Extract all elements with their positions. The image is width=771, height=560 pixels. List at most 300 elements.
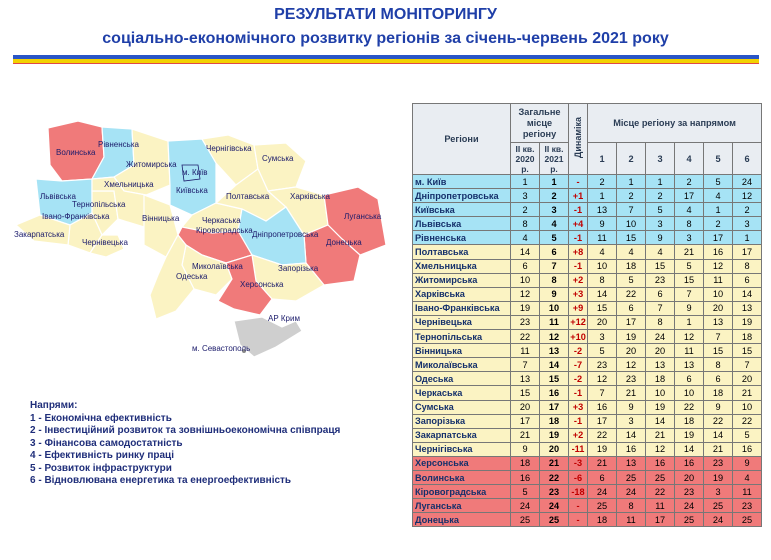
cell-direction-1: 5	[588, 344, 617, 358]
cell-direction-2: 25	[617, 470, 646, 484]
cell-direction-5: 7	[704, 330, 733, 344]
cell-region: Київська	[413, 203, 511, 217]
cell-dynamics: -	[569, 499, 588, 513]
ukraine-regions-map	[6, 95, 408, 365]
label-kharkivska: Харківська	[290, 192, 330, 201]
cell-direction-3: 11	[646, 499, 675, 513]
page-title: РЕЗУЛЬТАТИ МОНІТОРИНГУ	[274, 6, 497, 23]
page-subtitle: соціально-економічного розвитку регіонів за січень-червень 2021 року	[102, 30, 669, 47]
legend-item: 6 - Відновлювана енергетика та енергоефективність	[30, 475, 292, 486]
cell-dynamics: -3	[569, 456, 588, 470]
cell-direction-2: 12	[617, 358, 646, 372]
cell-dynamics: +8	[569, 245, 588, 259]
cell-q2-2020: 24	[511, 499, 540, 513]
cell-q2-2020: 23	[511, 315, 540, 329]
cell-direction-1: 10	[588, 259, 617, 273]
cell-q2-2020: 7	[511, 358, 540, 372]
cell-dynamics: +2	[569, 273, 588, 287]
cell-direction-3: 8	[646, 315, 675, 329]
cell-region: Донецька	[413, 513, 511, 527]
cell-direction-3: 13	[646, 358, 675, 372]
cell-q2-2020: 2	[511, 203, 540, 217]
cell-direction-3: 3	[646, 217, 675, 231]
cell-direction-1: 16	[588, 400, 617, 414]
cell-direction-1: 4	[588, 245, 617, 259]
cell-direction-1: 15	[588, 301, 617, 315]
cell-direction-4: 16	[675, 456, 704, 470]
cell-q2-2020: 6	[511, 259, 540, 273]
cell-region: Тернопільська	[413, 330, 511, 344]
cell-direction-5: 2	[704, 217, 733, 231]
cell-q2-2020: 22	[511, 330, 540, 344]
cell-direction-5: 1	[704, 203, 733, 217]
cell-q2-2021: 23	[540, 485, 569, 499]
cell-direction-1: 6	[588, 470, 617, 484]
cell-q2-2021: 15	[540, 372, 569, 386]
cell-q2-2021: 16	[540, 386, 569, 400]
legend-item: 1 - Економічна ефективність	[30, 412, 172, 424]
cell-q2-2021: 21	[540, 456, 569, 470]
header-dir-2: 2	[617, 143, 646, 175]
cell-direction-4: 7	[675, 287, 704, 301]
label-ternopilska: Тернопільська	[72, 200, 126, 209]
label-zakarpatska: Закарпатська	[14, 230, 65, 239]
cell-direction-6: 14	[733, 287, 762, 301]
cell-direction-1: 22	[588, 428, 617, 442]
cell-q2-2021: 12	[540, 330, 569, 344]
cell-direction-4: 10	[675, 386, 704, 400]
label-chernivetska: Чернівецька	[82, 238, 128, 247]
cell-dynamics: -7	[569, 358, 588, 372]
cell-direction-5: 23	[704, 456, 733, 470]
cell-q2-2020: 9	[511, 442, 540, 456]
cell-direction-1: 12	[588, 372, 617, 386]
cell-direction-6: 20	[733, 372, 762, 386]
header-dir-6: 6	[733, 143, 762, 175]
legend-item: 4 - Ефективність ринку праці	[30, 450, 174, 461]
cell-direction-2: 8	[617, 499, 646, 513]
cell-direction-1: 2	[588, 175, 617, 189]
cell-q2-2020: 8	[511, 217, 540, 231]
cell-direction-4: 22	[675, 400, 704, 414]
cell-direction-2: 24	[617, 485, 646, 499]
table-row	[413, 513, 762, 527]
cell-direction-6: 15	[733, 344, 762, 358]
table-row	[413, 414, 762, 428]
cell-direction-6: 16	[733, 442, 762, 456]
cell-direction-2: 7	[617, 203, 646, 217]
cell-direction-3: 19	[646, 400, 675, 414]
cell-direction-3: 21	[646, 428, 675, 442]
cell-direction-3: 9	[646, 231, 675, 245]
cell-direction-3: 17	[646, 513, 675, 527]
cell-region: Черкаська	[413, 386, 511, 400]
cell-direction-6: 6	[733, 273, 762, 287]
cell-region: Миколаївська	[413, 358, 511, 372]
cell-direction-2: 23	[617, 372, 646, 386]
cell-dynamics: +12	[569, 315, 588, 329]
label-poltavska: Полтавська	[226, 192, 270, 201]
label-sevastopol: м. Севастополь	[192, 344, 251, 353]
cell-direction-5: 3	[704, 485, 733, 499]
cell-direction-1: 21	[588, 456, 617, 470]
cell-direction-5: 18	[704, 386, 733, 400]
cell-direction-3: 7	[646, 301, 675, 315]
table-row	[413, 470, 762, 484]
cell-direction-5: 21	[704, 442, 733, 456]
table-row	[413, 400, 762, 414]
cell-dynamics: -2	[569, 372, 588, 386]
legend-item: 5 - Розвиток інфраструктури	[30, 462, 172, 474]
cell-q2-2021: 6	[540, 245, 569, 259]
cell-direction-1: 9	[588, 217, 617, 231]
table-row	[413, 175, 762, 189]
cell-region: Чернівецька	[413, 315, 511, 329]
cell-q2-2021: 18	[540, 414, 569, 428]
cell-direction-2: 14	[617, 428, 646, 442]
cell-dynamics: +3	[569, 400, 588, 414]
label-luhanska: Луганська	[344, 212, 382, 221]
cell-direction-2: 6	[617, 301, 646, 315]
cell-q2-2021: 14	[540, 358, 569, 372]
cell-direction-2: 13	[617, 456, 646, 470]
cell-direction-6: 25	[733, 513, 762, 527]
table-row	[413, 428, 762, 442]
cell-direction-4: 6	[675, 372, 704, 386]
cell-q2-2020: 19	[511, 301, 540, 315]
cell-direction-2: 17	[617, 315, 646, 329]
cell-direction-3: 1	[646, 175, 675, 189]
label-kirovohradska: Кіровоградська	[196, 226, 253, 235]
cell-direction-4: 4	[675, 203, 704, 217]
cell-direction-4: 20	[675, 470, 704, 484]
cell-direction-6: 22	[733, 414, 762, 428]
cell-direction-4: 5	[675, 259, 704, 273]
table-row	[413, 203, 762, 217]
cell-direction-1: 23	[588, 358, 617, 372]
cell-direction-6: 11	[733, 485, 762, 499]
cell-dynamics: -6	[569, 470, 588, 484]
cell-direction-4: 14	[675, 442, 704, 456]
cell-direction-5: 4	[704, 189, 733, 203]
cell-q2-2020: 1	[511, 175, 540, 189]
cell-dynamics: +1	[569, 189, 588, 203]
header-dir-1: 1	[588, 143, 617, 175]
cell-q2-2021: 17	[540, 400, 569, 414]
cell-q2-2020: 16	[511, 470, 540, 484]
cell-direction-1: 13	[588, 203, 617, 217]
cell-dynamics: +10	[569, 330, 588, 344]
cell-direction-3: 4	[646, 245, 675, 259]
cell-region: Одеська	[413, 372, 511, 386]
cell-direction-1: 20	[588, 315, 617, 329]
cell-direction-5: 15	[704, 344, 733, 358]
cell-q2-2021: 13	[540, 344, 569, 358]
cell-direction-2: 21	[617, 386, 646, 400]
table-row	[413, 287, 762, 301]
label-crimea: АР Крим	[268, 314, 300, 323]
label-lvivska: Львівська	[40, 192, 76, 201]
legend-title: Напрями:	[30, 400, 78, 411]
cell-direction-4: 1	[675, 315, 704, 329]
cell-region: Івано-Франківська	[413, 301, 511, 315]
cell-direction-3: 12	[646, 442, 675, 456]
header-dynamics	[569, 104, 588, 175]
cell-direction-6: 10	[733, 400, 762, 414]
table-row	[413, 485, 762, 499]
cell-dynamics: -1	[569, 203, 588, 217]
cell-direction-3: 22	[646, 485, 675, 499]
cell-direction-6: 19	[733, 315, 762, 329]
cell-direction-2: 9	[617, 400, 646, 414]
cell-direction-3: 25	[646, 470, 675, 484]
cell-direction-1: 11	[588, 231, 617, 245]
cell-direction-2: 20	[617, 344, 646, 358]
cell-q2-2020: 5	[511, 485, 540, 499]
cell-region: Чернігівська	[413, 442, 511, 456]
cell-q2-2021: 7	[540, 259, 569, 273]
cell-direction-4: 15	[675, 273, 704, 287]
cell-direction-6: 21	[733, 386, 762, 400]
cell-q2-2020: 17	[511, 414, 540, 428]
cell-dynamics: -11	[569, 442, 588, 456]
cell-q2-2021: 2	[540, 189, 569, 203]
cell-direction-6: 3	[733, 217, 762, 231]
header-q2-2020: ІІ кв. 2020 р.	[511, 143, 540, 175]
cell-direction-4: 3	[675, 231, 704, 245]
cell-region: Луганська	[413, 499, 511, 513]
legend	[30, 400, 340, 488]
cell-direction-3: 10	[646, 386, 675, 400]
cell-direction-3: 24	[646, 330, 675, 344]
cell-direction-1: 3	[588, 330, 617, 344]
label-khmelnytska: Хмельницька	[104, 180, 154, 189]
cell-direction-3: 18	[646, 372, 675, 386]
label-rivnenska: Рівненська	[98, 140, 139, 149]
cell-direction-6: 18	[733, 330, 762, 344]
cell-direction-4: 23	[675, 485, 704, 499]
cell-q2-2021: 20	[540, 442, 569, 456]
cell-region: Харківська	[413, 287, 511, 301]
cell-direction-2: 16	[617, 442, 646, 456]
cell-q2-2020: 20	[511, 400, 540, 414]
cell-direction-1: 8	[588, 273, 617, 287]
label-ivano-frankivska: Івано-Франківська	[42, 212, 110, 221]
cell-direction-4: 21	[675, 245, 704, 259]
table-row	[413, 330, 762, 344]
label-khersonska: Херсонська	[240, 280, 284, 289]
cell-direction-1: 25	[588, 499, 617, 513]
cell-q2-2020: 11	[511, 344, 540, 358]
cell-region: Львівська	[413, 217, 511, 231]
table-row	[413, 372, 762, 386]
label-kyiv-city: м. Київ	[182, 168, 208, 177]
cell-direction-5: 25	[704, 499, 733, 513]
cell-region: Житомирська	[413, 273, 511, 287]
table-body	[413, 175, 762, 527]
table-row	[413, 386, 762, 400]
label-volynska: Волинська	[56, 148, 96, 157]
cell-q2-2021: 3	[540, 203, 569, 217]
cell-direction-5: 14	[704, 428, 733, 442]
cell-dynamics: +3	[569, 287, 588, 301]
cell-dynamics: +2	[569, 428, 588, 442]
cell-direction-6: 2	[733, 203, 762, 217]
cell-direction-5: 17	[704, 231, 733, 245]
cell-direction-5: 20	[704, 301, 733, 315]
cell-q2-2020: 18	[511, 456, 540, 470]
label-mykolaivska: Миколаївська	[192, 262, 243, 271]
cell-direction-4: 13	[675, 358, 704, 372]
cell-direction-6: 13	[733, 301, 762, 315]
table-row	[413, 456, 762, 470]
cell-q2-2021: 25	[540, 513, 569, 527]
cell-region: Сумська	[413, 400, 511, 414]
table-row	[413, 442, 762, 456]
cell-direction-2: 4	[617, 245, 646, 259]
table-row	[413, 217, 762, 231]
cell-direction-6: 23	[733, 499, 762, 513]
cell-direction-5: 16	[704, 245, 733, 259]
cell-direction-2: 19	[617, 330, 646, 344]
cell-direction-5: 10	[704, 287, 733, 301]
cell-direction-6: 5	[733, 428, 762, 442]
cell-region: м. Київ	[413, 175, 511, 189]
label-odeska: Одеська	[176, 272, 208, 281]
cell-direction-6: 1	[733, 231, 762, 245]
cell-region: Полтавська	[413, 245, 511, 259]
cell-q2-2020: 4	[511, 231, 540, 245]
cell-direction-2: 22	[617, 287, 646, 301]
cell-direction-2: 5	[617, 273, 646, 287]
table-row	[413, 344, 762, 358]
cell-q2-2021: 22	[540, 470, 569, 484]
cell-direction-5: 9	[704, 400, 733, 414]
cell-direction-1: 1	[588, 189, 617, 203]
cell-dynamics: -1	[569, 414, 588, 428]
cell-q2-2020: 21	[511, 428, 540, 442]
cell-direction-4: 2	[675, 175, 704, 189]
cell-dynamics: -	[569, 175, 588, 189]
cell-direction-1: 7	[588, 386, 617, 400]
cell-direction-2: 11	[617, 513, 646, 527]
cell-q2-2021: 19	[540, 428, 569, 442]
cell-q2-2020: 3	[511, 189, 540, 203]
cell-direction-4: 11	[675, 344, 704, 358]
cell-dynamics: -1	[569, 386, 588, 400]
header-overall-place: Загальне місце регіону	[511, 104, 569, 143]
table-row	[413, 358, 762, 372]
label-donetska: Донецька	[326, 238, 362, 247]
table-row	[413, 231, 762, 245]
cell-region: Волинська	[413, 470, 511, 484]
label-vinnytska: Вінницька	[142, 214, 180, 223]
cell-direction-1: 24	[588, 485, 617, 499]
cell-q2-2020: 14	[511, 245, 540, 259]
cell-direction-5: 22	[704, 414, 733, 428]
cell-dynamics: -2	[569, 344, 588, 358]
table-row	[413, 499, 762, 513]
cell-direction-1: 18	[588, 513, 617, 527]
cell-region: Закарпатська	[413, 428, 511, 442]
cell-direction-3: 20	[646, 344, 675, 358]
cell-dynamics: +4	[569, 217, 588, 231]
cell-direction-1: 17	[588, 414, 617, 428]
cell-region: Хмельницька	[413, 259, 511, 273]
cell-direction-5: 11	[704, 273, 733, 287]
cell-direction-5: 5	[704, 175, 733, 189]
cell-direction-5: 24	[704, 513, 733, 527]
cell-direction-1: 19	[588, 442, 617, 456]
table-row	[413, 189, 762, 203]
cell-q2-2020: 12	[511, 287, 540, 301]
cell-dynamics: -1	[569, 259, 588, 273]
cell-dynamics: -1	[569, 231, 588, 245]
cell-q2-2020: 15	[511, 386, 540, 400]
cell-direction-2: 3	[617, 414, 646, 428]
cell-direction-6: 9	[733, 456, 762, 470]
cell-direction-3: 14	[646, 414, 675, 428]
cell-region: Рівненська	[413, 231, 511, 245]
cell-direction-1: 14	[588, 287, 617, 301]
header-dir-5: 5	[704, 143, 733, 175]
cell-q2-2020: 13	[511, 372, 540, 386]
cell-direction-6: 8	[733, 259, 762, 273]
cell-direction-2: 2	[617, 189, 646, 203]
cell-dynamics: -	[569, 513, 588, 527]
label-dnipropetrovska: Дніпропетровська	[252, 230, 319, 239]
label-cherkaska: Черкаська	[202, 216, 241, 225]
legend-item: 3 - Фінансова самодостатність	[30, 437, 183, 449]
cell-direction-3: 16	[646, 456, 675, 470]
cell-direction-4: 24	[675, 499, 704, 513]
cell-q2-2020: 25	[511, 513, 540, 527]
cell-direction-5: 13	[704, 315, 733, 329]
cell-region: Кіровоградська	[413, 485, 511, 499]
cell-direction-3: 6	[646, 287, 675, 301]
cell-q2-2021: 5	[540, 231, 569, 245]
table-row	[413, 315, 762, 329]
cell-q2-2020: 10	[511, 273, 540, 287]
cell-direction-4: 18	[675, 414, 704, 428]
cell-region: Херсонська	[413, 456, 511, 470]
ranking-table	[412, 103, 762, 527]
cell-q2-2021: 1	[540, 175, 569, 189]
cell-direction-4: 17	[675, 189, 704, 203]
flag-stripe-red	[13, 63, 759, 64]
table-row	[413, 259, 762, 273]
cell-direction-4: 19	[675, 428, 704, 442]
cell-dynamics: +9	[569, 301, 588, 315]
header-dir-4: 4	[675, 143, 704, 175]
cell-direction-5: 19	[704, 470, 733, 484]
cell-dynamics: -18	[569, 485, 588, 499]
cell-direction-4: 25	[675, 513, 704, 527]
cell-direction-3: 15	[646, 259, 675, 273]
cell-direction-6: 24	[733, 175, 762, 189]
cell-direction-2: 10	[617, 217, 646, 231]
table-row	[413, 273, 762, 287]
table-row	[413, 245, 762, 259]
header-q2-2021: ІІ кв. 2021 р.	[540, 143, 569, 175]
label-sumska: Сумська	[262, 154, 294, 163]
label-zaporizka: Запорізька	[278, 264, 319, 273]
header-directions: Місце регіону за напрямом	[588, 104, 762, 143]
cell-q2-2021: 24	[540, 499, 569, 513]
cell-direction-5: 8	[704, 358, 733, 372]
cell-direction-3: 2	[646, 189, 675, 203]
cell-direction-6: 12	[733, 189, 762, 203]
